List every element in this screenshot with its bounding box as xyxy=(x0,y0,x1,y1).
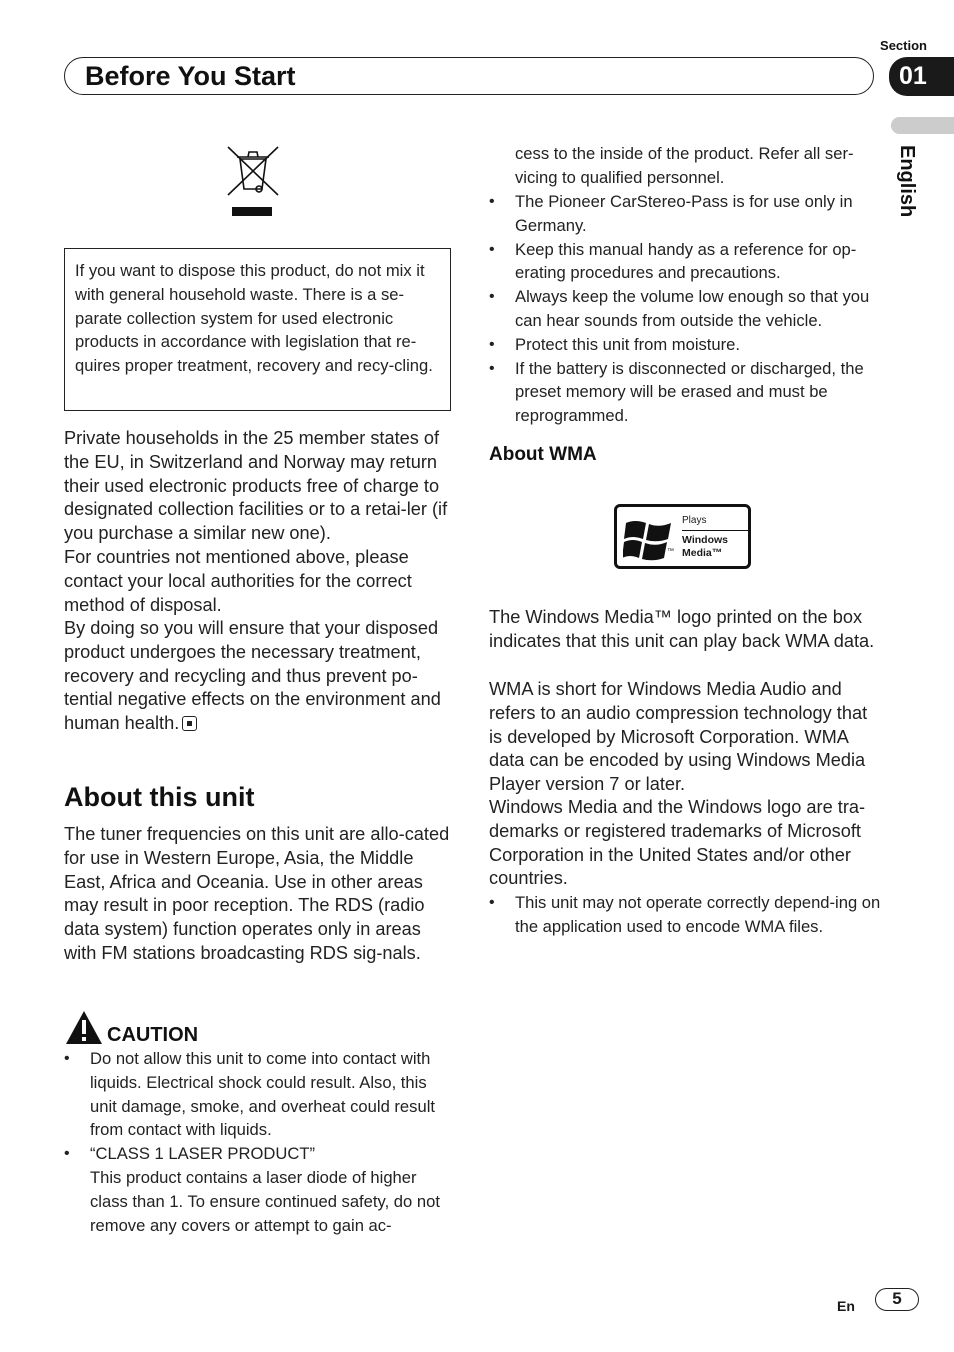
crossed-bin-icon xyxy=(226,145,280,219)
list-item: • “CLASS 1 LASER PRODUCT” xyxy=(64,1142,446,1166)
continued-text: cess to the inside of the product. Refer all ser-vicing to qualified personnel. xyxy=(515,144,854,187)
page-number: 5 xyxy=(875,1288,919,1311)
windows-media-logo xyxy=(614,504,751,569)
list-item: • Keep this manual handy as a reference for op-erating procedures and precautions. xyxy=(489,238,881,286)
logo-media: Media™ xyxy=(682,547,723,559)
disposal-paragraph-3 xyxy=(64,617,454,736)
list-item: • Always keep the volume low enough so that you can hear sounds from outside the vehicle. xyxy=(489,285,881,333)
list-item: • If the battery is disconnected or discharged, the preset memory will be erased and must be reprogrammed. xyxy=(489,357,881,428)
section-number-tab: 01 xyxy=(889,57,954,96)
list-item: • This unit may not operate correctly depend-ing on the application used to encode WMA files. xyxy=(489,891,881,939)
caution-label: CAUTION xyxy=(107,1024,199,1046)
page-title: Before You Start xyxy=(85,61,296,91)
about-unit-heading: About this unit xyxy=(64,782,255,812)
logo-divider xyxy=(682,530,748,531)
warning-triangle-icon xyxy=(65,1010,103,1045)
logo-tm: ™ xyxy=(667,548,674,555)
precautions-list xyxy=(489,190,881,428)
section-label: Section xyxy=(880,38,927,53)
list-item: • Protect this unit from moisture. xyxy=(489,333,881,357)
list-item: • The Pioneer CarStereo-Pass is for use only in Germany. xyxy=(489,190,881,238)
wma-paragraph-1: The Windows Media™ logo printed on the box indicates that this unit can play back WMA data. xyxy=(489,607,875,651)
logo-windows: Windows xyxy=(682,534,728,546)
about-unit-text: The tuner frequencies on this unit are allo-cated for use in Western Europe, Asia, the Middle East, Africa and Oceania. Use in other areas may result in poor reception. The RDS (radio data system) function operates only in areas with FM stations broadcasting RDS sig-nals. xyxy=(64,824,450,963)
list-item: • Do not allow this unit to come into contact with liquids. Electrical shock could result. Also, this unit damage, smoke, and overheat could result from contact with liquids. xyxy=(64,1047,446,1142)
disposal-paragraph-2: For countries not mentioned above, please contact your local authorities for the correct method of disposal. xyxy=(64,547,412,615)
logo-plays: Plays xyxy=(682,515,707,526)
disposal-notice-box xyxy=(64,248,451,411)
disposal-notice-text: If you want to dispose this product, do not mix it with general household waste. There is a se-parate collection system for used electronic products in accordance with legislation that re-quires proper treatment, recovery and recy-cling. xyxy=(75,261,433,376)
language-code: En xyxy=(837,1298,855,1314)
laser-text: This product contains a laser diode of higher class than 1. To ensure continued safety, do not remove any covers or attempt to gain ac- xyxy=(90,1168,440,1235)
disposal-paragraph-3-text: By doing so you will ensure that your disposed product undergoes the necessary treatment, recovery and recycling and thus prevent po-tential negative effects on the environment and human health. xyxy=(64,618,441,734)
end-mark-icon xyxy=(182,716,197,731)
disposal-paragraph-1: Private households in the 25 member states of the EU, in Switzerland and Norway may return their used electronic products free of charge to designated collection facilities or to a retai-ler (if you purchase a similar new one). xyxy=(64,428,448,544)
language-label: English xyxy=(896,145,918,218)
wma-list xyxy=(489,891,881,939)
language-tab xyxy=(891,117,954,134)
about-wma-heading: About WMA xyxy=(489,444,597,465)
wma-paragraph-3: Windows Media and the Windows logo are tra-demarks or registered trademarks of Microsoft Corporation in the United States and/or other countries. xyxy=(489,797,866,889)
wma-paragraph-2: WMA is short for Windows Media Audio and refers to an audio compression technology that is developed by Microsoft Corporation. WMA data can be encoded by using Windows Media Player version 7 or later. xyxy=(489,679,868,795)
caution-list xyxy=(64,1047,446,1166)
